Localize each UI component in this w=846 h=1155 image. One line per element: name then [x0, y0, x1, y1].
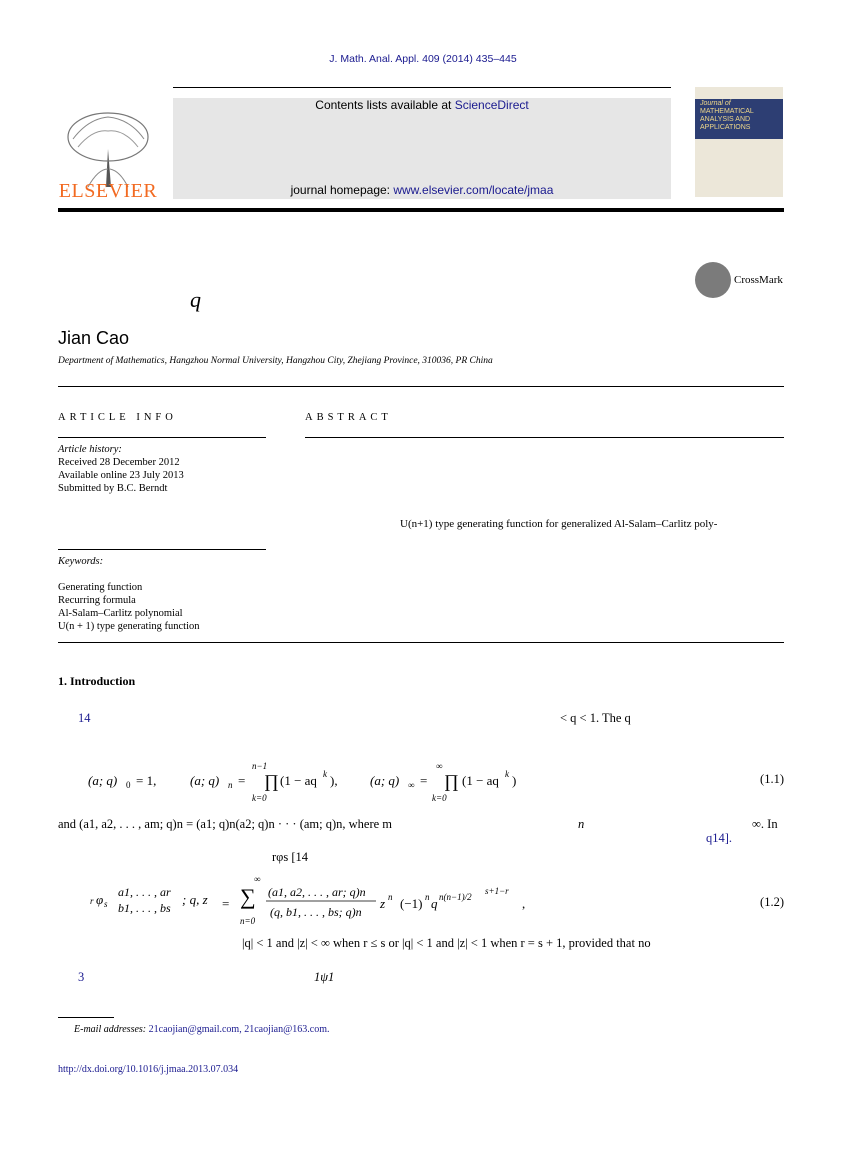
svg-text:∑: ∑ — [240, 884, 256, 909]
citation-3[interactable]: 3 — [78, 970, 85, 984]
article-history — [58, 443, 184, 495]
svg-text:; q, z: ; q, z — [182, 892, 208, 907]
svg-text:∏: ∏ — [444, 771, 459, 791]
svg-text:n=0: n=0 — [240, 916, 256, 926]
contents-line — [173, 98, 671, 112]
received-date: Received 28 December 2012 — [58, 457, 180, 468]
svg-text:z: z — [380, 896, 386, 911]
svg-text:,: , — [522, 896, 526, 911]
svg-text:n: n — [228, 780, 233, 790]
email-links[interactable]: 21caojian@gmail.com, 21caojian@163.com. — [148, 1024, 330, 1035]
keywords-label: Keywords: — [58, 556, 104, 567]
svg-text:r: r — [90, 896, 94, 906]
svg-text:n: n — [425, 892, 430, 902]
journal-reference[interactable]: J. Math. Anal. Appl. 409 (2014) 435–445 — [329, 53, 517, 65]
svg-text:=: = — [420, 773, 428, 788]
svg-text:∏: ∏ — [264, 771, 279, 791]
citation-q14[interactable]: q14]. — [706, 831, 733, 845]
svg-text:(a; q): (a; q) — [370, 773, 400, 788]
crossmark-icon[interactable] — [695, 262, 731, 298]
section-heading: 1. Introduction — [58, 674, 136, 688]
svg-text:0: 0 — [126, 780, 131, 790]
header-top-rule — [173, 87, 671, 88]
email-label: E-mail addresses: — [74, 1024, 149, 1035]
keyword-item: Recurring formula — [58, 595, 136, 606]
infinity-text: ∞. In — [752, 817, 778, 831]
journal-cover-title — [700, 100, 780, 132]
header-thick-rule — [58, 208, 784, 212]
svg-text:∞: ∞ — [254, 874, 261, 884]
svg-text:= 1,: = 1, — [136, 773, 157, 788]
q-condition-text: < q < 1. The q — [560, 711, 631, 725]
svg-text:∞: ∞ — [408, 780, 415, 790]
doi-link[interactable]: http://dx.doi.org/10.1016/j.jmaa.2013.07.034 — [58, 1064, 239, 1075]
svg-text:φ: φ — [96, 892, 104, 907]
svg-text:∞: ∞ — [436, 761, 443, 771]
psi-symbol: 1ψ1 — [314, 970, 335, 984]
convergence-text: |q| < 1 and |z| < ∞ when r ≤ s or |q| < 1 and |z| < 1 when r = s + 1, provided that no — [242, 936, 651, 950]
crossmark-label[interactable]: CrossMark — [734, 274, 783, 286]
svg-text:n(n−1)/2: n(n−1)/2 — [439, 892, 472, 902]
online-date: Available online 23 July 2013 — [58, 470, 184, 481]
keyword-item: Al-Salam–Carlitz polynomial — [58, 608, 183, 619]
svg-text:),: ), — [330, 773, 338, 788]
keyword-item: U(n + 1) type generating function — [58, 621, 200, 632]
svg-text:k: k — [323, 769, 327, 779]
homepage-link[interactable]: www.elsevier.com/locate/jmaa — [393, 183, 554, 197]
affiliation: Department of Mathematics, Hangzhou Normal University, Hangzhou City, Zhejiang Province, 310036, PR China — [58, 356, 493, 366]
keywords-list — [58, 581, 200, 633]
elsevier-wordmark: ELSEVIER — [58, 180, 158, 202]
svg-text:(1 − aq: (1 − aq — [462, 773, 499, 788]
svg-text:): ) — [512, 773, 517, 788]
cover-line-3: ANALYSIS AND — [700, 116, 751, 123]
article-info-heading: ARTICLE INFO — [58, 412, 177, 423]
homepage-line — [173, 183, 671, 197]
contents-prefix: Contents lists available at — [315, 98, 455, 112]
sciencedirect-link[interactable]: ScienceDirect — [454, 98, 529, 112]
equation-1-1 — [80, 755, 540, 807]
equation-label: (1.2) — [760, 895, 784, 909]
svg-text:=: = — [238, 773, 246, 788]
svg-text:b1, . . . , bs: b1, . . . , bs — [118, 901, 171, 915]
cover-line-2: MATHEMATICAL — [700, 108, 754, 115]
svg-text:k=0: k=0 — [432, 793, 447, 803]
phi-ref-text: rφs [14 — [272, 850, 309, 864]
footnote-rule — [58, 1017, 114, 1018]
svg-text:s: s — [104, 899, 108, 909]
author-name[interactable]: Jian Cao — [58, 328, 130, 348]
svg-text:a1, . . . , ar: a1, . . . , ar — [118, 885, 171, 899]
svg-text:(q, b1, . . . , bs; q)n: (q, b1, . . . , bs; q)n — [270, 905, 362, 919]
n-text: n — [578, 817, 585, 831]
abstract-heading: ABSTRACT — [305, 412, 392, 423]
abstract-bottom-rule — [58, 642, 784, 643]
info-rule — [58, 437, 266, 438]
homepage-prefix: journal homepage: — [290, 183, 394, 197]
svg-text:(a1, a2, . . . , ar; q)n: (a1, a2, . . . , ar; q)n — [268, 885, 366, 899]
cover-line-4: APPLICATIONS — [700, 124, 751, 131]
product-definition: and (a1, a2, . . . , am; q)n = (a1; q)n(a2; q)n · · · (am; q)n, where m — [58, 817, 393, 831]
footnote — [74, 1024, 330, 1035]
svg-text:n−1: n−1 — [252, 761, 268, 771]
submitted-by: Submitted by B.C. Berndt — [58, 483, 168, 494]
title-rule — [58, 386, 784, 387]
equation-1-2 — [90, 868, 540, 928]
abstract-text: U(n+1) type generating function for generalized Al-Salam–Carlitz poly- — [400, 518, 718, 530]
svg-text:s+1−r: s+1−r — [485, 886, 509, 896]
citation-14[interactable]: 14 — [78, 711, 91, 725]
history-label: Article history: — [58, 444, 122, 455]
svg-text:q: q — [431, 896, 438, 911]
svg-text:n: n — [388, 892, 393, 902]
cover-line-1: Journal of — [700, 100, 731, 107]
svg-text:k=0: k=0 — [252, 793, 267, 803]
svg-text:k: k — [505, 769, 509, 779]
svg-text:(a; q): (a; q) — [88, 773, 118, 788]
svg-text:=: = — [222, 896, 230, 911]
equation-label: (1.1) — [760, 772, 784, 786]
title-fragment: q — [190, 287, 201, 312]
svg-text:(−1): (−1) — [400, 896, 423, 911]
keywords-rule — [58, 549, 266, 550]
svg-text:(a; q): (a; q) — [190, 773, 220, 788]
keyword-item: Generating function — [58, 582, 143, 593]
abstract-rule — [305, 437, 784, 438]
svg-text:(1 − aq: (1 − aq — [280, 773, 317, 788]
